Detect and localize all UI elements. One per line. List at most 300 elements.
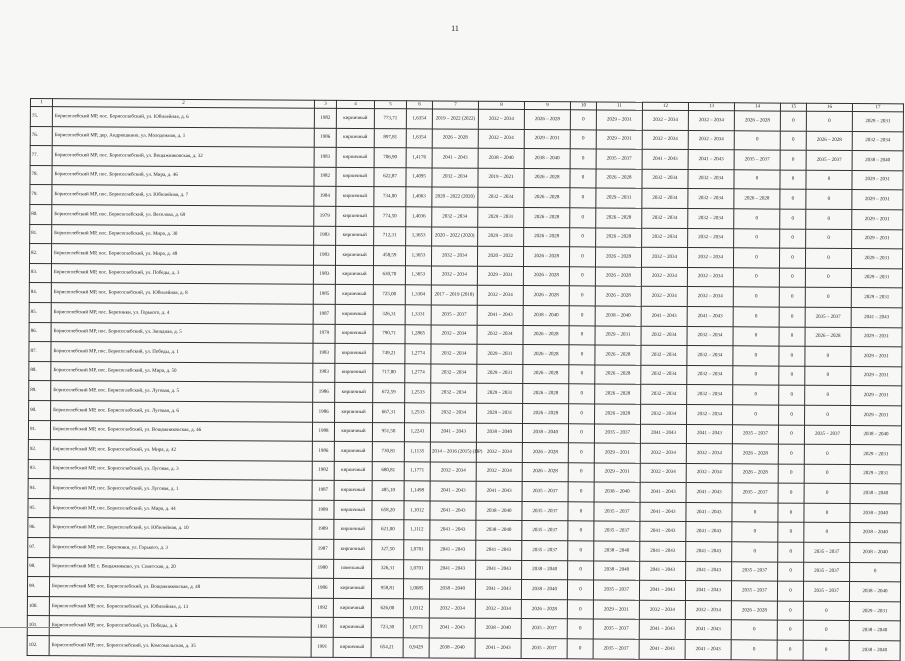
period-cell: 2041 – 2043 xyxy=(642,149,688,169)
year-cell: 1982 xyxy=(312,461,334,481)
value-cell: 0 xyxy=(570,129,596,149)
coefficient-cell: 1,1012 xyxy=(404,501,430,521)
year-cell: 1991 xyxy=(311,637,333,657)
value-cell: 0 xyxy=(779,268,805,288)
period-cell: 2026 – 2028 xyxy=(523,247,569,267)
column-header: 3 xyxy=(314,100,336,108)
row-number: 89. xyxy=(29,381,51,401)
address-cell: Борисоглебский МР, пос. Борисоглебский, ул. Комсомольская, д. 35 xyxy=(49,636,311,657)
period-cell: 0 xyxy=(731,640,777,660)
period-cell: 2035 – 2037 xyxy=(804,562,850,582)
period-cell: 2032 – 2034 xyxy=(642,130,688,150)
period-cell: 2029 – 2031 xyxy=(851,366,902,386)
value-cell: 0 xyxy=(569,384,595,404)
period-cell: 2032 – 2034 xyxy=(642,169,688,189)
value-cell: 0 xyxy=(779,405,805,425)
area-cell: 485,10 xyxy=(372,481,404,501)
period-cell: 0 xyxy=(805,288,851,308)
period-cell: 2041 – 2043 xyxy=(430,481,476,501)
area-cell: 630,70 xyxy=(373,265,405,285)
coefficient-cell: 1,3653 xyxy=(405,266,431,286)
column-header: 6 xyxy=(406,101,432,109)
address-cell: Борисоглебский МР, пос. Борисоглебский, ул. Луговая, д. 3 xyxy=(50,459,312,480)
coefficient-cell: 1,0701 xyxy=(404,559,430,579)
area-cell: 672,59 xyxy=(373,383,405,403)
period-cell: 0 xyxy=(806,190,852,210)
period-cell: 2032 – 2034 xyxy=(687,326,733,346)
value-cell: 0 xyxy=(780,209,806,229)
period-cell: 2032 – 2034 xyxy=(687,287,733,307)
area-cell: 725,00 xyxy=(373,285,405,305)
coefficient-cell: 1,1135 xyxy=(404,442,430,462)
period-cell: 2029 – 2031 xyxy=(850,445,901,465)
area-cell: 326,31 xyxy=(372,559,404,579)
row-number: 75. xyxy=(30,107,52,127)
column-header: 16 xyxy=(806,103,852,111)
coefficient-cell: 1,2533 xyxy=(405,403,431,423)
value-cell: 0 xyxy=(568,541,594,561)
row-number: 93. xyxy=(28,459,50,479)
period-cell: 2029 – 2031 xyxy=(596,130,642,150)
period-cell: 2035 – 2037 xyxy=(593,580,639,600)
period-cell: 2032 – 2034 xyxy=(431,364,477,384)
period-cell: 2026 – 2028 xyxy=(523,266,569,286)
coefficient-cell: 1,4095 xyxy=(406,168,432,188)
schedule-table-wrapper xyxy=(27,98,891,661)
period-cell: 2029 – 2031 xyxy=(524,129,570,149)
period-cell: 2029 – 2031 xyxy=(851,327,902,347)
address-cell: Борисоглебский МР, пос. Борисоглебский, ул. Мира, д. 44 xyxy=(50,499,312,520)
coefficient-cell: 1,1498 xyxy=(404,481,430,501)
period-cell: 2041 – 2043 xyxy=(640,424,686,444)
material-cell: кирпичный xyxy=(336,206,374,226)
material-cell: кирпичный xyxy=(334,520,372,540)
period-cell: 2041 – 2043 xyxy=(687,306,733,326)
year-cell: 1986 xyxy=(313,383,335,403)
period-cell: 2026 – 2028 xyxy=(596,169,642,189)
value-cell: 0 xyxy=(778,503,804,523)
period-cell: 2032 – 2034 xyxy=(641,287,687,307)
value-cell: 0 xyxy=(777,601,803,621)
column-header: 5 xyxy=(374,101,406,109)
year-cell: 1983 xyxy=(313,245,335,265)
area-cell: 654,21 xyxy=(371,638,403,658)
column-header: 15 xyxy=(780,103,806,111)
material-cell: кирпичный xyxy=(333,598,371,618)
area-cell: 774,50 xyxy=(374,207,406,227)
period-cell: 2041 – 2043 xyxy=(686,522,732,542)
period-cell: 0 xyxy=(733,385,779,405)
period-cell: 2035 – 2037 xyxy=(522,541,568,561)
period-cell: 2035 – 2037 xyxy=(803,581,849,601)
period-cell: 2029 – 2031 xyxy=(594,443,640,463)
period-cell: 2038 – 2040 xyxy=(476,521,522,541)
period-cell: 2026 – 2028 xyxy=(734,111,780,131)
period-cell: 0 xyxy=(733,326,779,346)
year-cell: 1992 xyxy=(311,598,333,618)
period-cell: 2035 – 2037 xyxy=(596,149,642,169)
material-cell: кирпичный xyxy=(334,500,372,520)
period-cell: 2020 – 2022 (2020) xyxy=(432,227,478,247)
period-cell: 2032 – 2034 xyxy=(687,248,733,268)
period-cell: 2032 – 2034 xyxy=(687,267,733,287)
period-cell: 2038 – 2040 xyxy=(521,580,567,600)
period-cell: 2032 – 2034 xyxy=(431,403,477,423)
period-cell: 2032 – 2034 xyxy=(640,463,686,483)
period-cell: 2029 – 2031 xyxy=(477,364,523,384)
address-cell: Борисоглебский МР, пос. Борисоглебский, ул. Луговая, д. 6 xyxy=(51,401,313,422)
period-cell: 2029 – 2031 xyxy=(851,249,902,269)
material-cell: кирпичный xyxy=(335,265,373,285)
material-cell: кирпичный xyxy=(334,461,372,481)
period-cell: 0 xyxy=(805,346,851,366)
value-cell: 0 xyxy=(780,111,806,131)
value-cell: 0 xyxy=(569,365,595,385)
value-cell: 0 xyxy=(777,640,803,660)
period-cell: 2032 – 2034 xyxy=(642,208,688,228)
row-number: 84. xyxy=(29,283,51,303)
value-cell: 0 xyxy=(568,502,594,522)
material-cell: кирпичный xyxy=(333,637,371,657)
address-cell: Борисоглебский МР, пос. Борисоглебский, ул. Луговая, д. 1 xyxy=(50,479,312,500)
column-header: 11 xyxy=(596,102,642,110)
period-cell: 2041 – 2043 xyxy=(686,542,732,562)
period-cell: 2038 – 2040 xyxy=(595,306,641,326)
value-cell: 0 xyxy=(777,581,803,601)
period-cell: 2041 – 2043 xyxy=(639,639,685,659)
value-cell: 0 xyxy=(569,325,595,345)
period-cell: 2041 – 2043 xyxy=(430,540,476,560)
material-cell: кирпичный xyxy=(335,383,373,403)
period-cell: 2026 – 2028 xyxy=(521,599,567,619)
period-cell: 2035 – 2037 xyxy=(522,521,568,541)
period-cell: 2038 – 2040 xyxy=(850,523,901,543)
coefficient-cell: 1,4176 xyxy=(406,148,432,168)
period-cell: 2035 – 2037 xyxy=(732,483,778,503)
period-cell: 2035 – 2037 xyxy=(732,424,778,444)
area-cell: 897,81 xyxy=(374,128,406,148)
period-cell: 2019 – 2021 xyxy=(478,168,524,188)
area-cell: 723,30 xyxy=(371,618,403,638)
period-cell: 2026 – 2028 xyxy=(595,267,641,287)
period-cell: 2032 – 2034 xyxy=(688,189,734,209)
coefficient-cell: 1,2865 xyxy=(405,324,431,344)
value-cell: 0 xyxy=(570,149,596,169)
period-cell: 0 xyxy=(732,542,778,562)
value-cell: 0 xyxy=(567,600,593,620)
period-cell: 2032 – 2034 xyxy=(430,462,476,482)
period-cell: 2041 – 2043 xyxy=(685,581,731,601)
column-header: 8 xyxy=(478,101,524,109)
year-cell: 1986 xyxy=(312,441,334,461)
period-cell: 2026 – 2028 xyxy=(734,189,780,209)
period-cell: 2026 – 2028 xyxy=(524,227,570,247)
row-number: 78. xyxy=(30,165,52,185)
period-cell: 0 xyxy=(733,307,779,327)
area-cell: 790,71 xyxy=(373,324,405,344)
row-number: 99. xyxy=(27,577,49,597)
row-number: 88. xyxy=(29,361,51,381)
period-cell: 0 xyxy=(732,522,778,542)
address-cell: Борисоглебский МР, пос. Борисоглебский, ул. Победы, д. 3 xyxy=(51,263,313,284)
row-number: 97. xyxy=(28,538,50,558)
period-cell: 2029 – 2031 xyxy=(477,384,523,404)
year-cell: 1986 xyxy=(313,402,335,422)
year-cell: 1989 xyxy=(312,520,334,540)
year-cell: 1986 xyxy=(314,128,336,148)
period-cell: 2035 – 2037 xyxy=(804,542,850,562)
period-cell: 0 xyxy=(805,366,851,386)
period-cell: 2041 – 2043 xyxy=(430,501,476,521)
address-cell: Борисоглебский МР, пос. Борисоглебский, ул. Юбилейная, д. 8 xyxy=(51,283,313,304)
period-cell: 0 xyxy=(805,268,851,288)
period-cell: 2026 – 2028 xyxy=(731,601,777,621)
period-cell: 2038 – 2040 xyxy=(849,641,900,661)
material-cell: кирпичный xyxy=(334,422,372,442)
year-cell: 1989 xyxy=(312,500,334,520)
year-cell: 1987 xyxy=(312,539,334,559)
period-cell: 0 xyxy=(804,444,850,464)
coefficient-cell: 1,2241 xyxy=(404,422,430,442)
period-cell: 2029 – 2031 xyxy=(595,325,641,345)
period-cell: 2038 – 2040 xyxy=(594,482,640,502)
period-cell: 2041 – 2043 xyxy=(686,483,732,503)
coefficient-cell: 1,6354 xyxy=(406,109,432,129)
column-header: 12 xyxy=(642,102,688,110)
period-cell: 2020 – 2022 xyxy=(477,246,523,266)
area-cell: 680,81 xyxy=(372,461,404,481)
period-cell: 2026 – 2028 xyxy=(595,404,641,424)
period-cell: 2026 – 2028 xyxy=(595,365,641,385)
column-header: 10 xyxy=(570,102,596,110)
period-cell: 0 xyxy=(734,170,780,190)
period-cell: 2035 – 2037 xyxy=(593,619,639,639)
period-cell: 2035 – 2037 xyxy=(594,502,640,522)
address-cell: Борисоглебский МР, пос. Березники, ул. Горького, д. 4 xyxy=(51,303,313,324)
period-cell: 2032 – 2034 xyxy=(687,346,733,366)
schedule-table xyxy=(27,98,904,661)
address-cell: Борисоглебский МР, с. Вощажниково, ул. Советская, д. 20 xyxy=(50,557,312,578)
row-number: 87. xyxy=(29,342,51,362)
material-cell: кирпичный xyxy=(335,304,373,324)
value-cell: 0 xyxy=(568,482,594,502)
address-cell: Борисоглебский МР, пос. Борисоглебский, ул. Победы, д. 1 xyxy=(51,342,313,363)
material-cell: кирпичный xyxy=(333,618,371,638)
period-cell: 2035 – 2037 xyxy=(431,305,477,325)
column-header: 7 xyxy=(432,101,478,109)
period-cell: 2026 – 2028 xyxy=(522,462,568,482)
period-cell: 2029 – 2031 xyxy=(852,170,903,190)
address-cell: Борисоглебский МР, пос. Борисоглебский, ул. Луговая, д. 5 xyxy=(51,381,313,402)
period-cell: 2017 – 2019 (2018) xyxy=(431,285,477,305)
period-cell: 2032 – 2034 xyxy=(477,325,523,345)
period-cell: 0 xyxy=(734,130,780,150)
value-cell: 0 xyxy=(780,170,806,190)
period-cell: 2041 – 2043 xyxy=(432,148,478,168)
period-cell: 2032 – 2034 xyxy=(688,208,734,228)
year-cell: 1987 xyxy=(313,304,335,324)
period-cell: 2029 – 2031 xyxy=(850,464,901,484)
period-cell: 0 xyxy=(733,248,779,268)
period-cell: 2032 – 2034 xyxy=(641,404,687,424)
material-cell: кирпичный xyxy=(334,481,372,501)
column-header: 1 xyxy=(30,99,52,107)
value-cell: 0 xyxy=(779,346,805,366)
period-cell: 2032 – 2034 xyxy=(478,188,524,208)
coefficient-cell: 1,3653 xyxy=(405,246,431,266)
value-cell: 0 xyxy=(778,542,804,562)
address-cell: Борисоглебский МР, пос. Борисоглебский, ул. Юбилейная, д. 7 xyxy=(52,185,314,206)
period-cell: 2038 – 2040 xyxy=(850,484,901,504)
column-header: 13 xyxy=(688,103,734,111)
table-row xyxy=(27,636,900,661)
period-cell: 2032 – 2034 xyxy=(641,267,687,287)
year-cell: 1980 xyxy=(312,559,334,579)
period-cell: 2032 – 2034 xyxy=(431,324,477,344)
period-cell: 2026 – 2028 xyxy=(524,188,570,208)
period-cell: 0 xyxy=(804,464,850,484)
value-cell: 0 xyxy=(779,307,805,327)
period-cell: 2032 – 2034 xyxy=(641,385,687,405)
area-cell: 622,87 xyxy=(374,167,406,187)
value-cell: 0 xyxy=(780,150,806,170)
period-cell: 2038 – 2040 xyxy=(429,638,475,658)
period-cell: 2041 – 2043 xyxy=(430,560,476,580)
period-cell: 2026 – 2028 xyxy=(805,327,851,347)
value-cell: 0 xyxy=(780,229,806,249)
period-cell: 2032 – 2034 xyxy=(432,168,478,188)
period-cell: 2032 – 2034 xyxy=(478,129,524,149)
period-cell: 2032 – 2034 xyxy=(688,130,734,150)
period-cell: 2029 – 2031 xyxy=(852,190,903,210)
period-cell: 2035 – 2037 xyxy=(731,581,777,601)
period-cell: 2032 – 2034 xyxy=(641,326,687,346)
period-cell: 2032 – 2034 xyxy=(686,444,732,464)
period-cell: 2041 – 2043 xyxy=(640,561,686,581)
area-cell: 706,90 xyxy=(374,148,406,168)
period-cell: 2032 – 2034 xyxy=(431,344,477,364)
period-cell: 2041 – 2043 xyxy=(430,422,476,442)
period-cell: 2026 – 2028 xyxy=(524,207,570,227)
area-cell: 458,59 xyxy=(373,246,405,266)
period-cell: 2029 – 2031 xyxy=(852,112,903,132)
period-cell: 2041 – 2043 xyxy=(641,306,687,326)
period-cell: 2026 – 2028 xyxy=(432,129,478,149)
period-cell: 2035 – 2037 xyxy=(734,150,780,170)
period-cell: 2032 – 2034 xyxy=(431,246,477,266)
period-cell: 2038 – 2040 xyxy=(476,423,522,443)
period-cell: 2032 – 2034 xyxy=(688,169,734,189)
period-cell: 2038 – 2040 xyxy=(850,503,901,523)
address-cell: Борисоглебский МР, пос. Борисоглебский, ул. Юбилейная, д. 6 xyxy=(52,107,314,128)
coefficient-cell: 1,0685 xyxy=(403,579,429,599)
value-cell: 0 xyxy=(780,189,806,209)
material-cell: кирпичный xyxy=(335,343,373,363)
year-cell: 1983 xyxy=(314,147,336,167)
year-cell: 1979 xyxy=(313,324,335,344)
value-cell: 0 xyxy=(570,169,596,189)
period-cell: 0 xyxy=(734,228,780,248)
value-cell: 0 xyxy=(569,267,595,287)
period-cell: 2041 – 2043 xyxy=(640,541,686,561)
period-cell: 2041 – 2043 xyxy=(685,640,731,660)
period-cell: 2029 – 2031 xyxy=(477,403,523,423)
period-cell: 0 xyxy=(805,386,851,406)
row-number: 101. xyxy=(27,616,49,636)
column-header: 2 xyxy=(52,99,314,109)
period-cell: 2038 – 2040 xyxy=(478,148,524,168)
period-cell: 2014 – 2016 (2015) (ПР) xyxy=(430,442,476,462)
address-cell: Борисоглебский МР, пос. Борисоглебский, ул. Веселова, д. 69 xyxy=(52,205,314,226)
period-cell: 2041 – 2043 xyxy=(475,579,521,599)
area-cell: 658,20 xyxy=(372,500,404,520)
value-cell: 0 xyxy=(569,306,595,326)
period-cell: 2029 – 2031 xyxy=(851,405,902,425)
period-cell: 2029 – 2031 xyxy=(478,227,524,247)
period-cell: 2041 – 2043 xyxy=(477,305,523,325)
period-cell: 2041 – 2043 xyxy=(688,150,734,170)
address-cell: Борисоглебский МР, пос. Борисоглебский, ул. Вощажниковская, д. 46 xyxy=(50,420,312,441)
period-cell: 2041 – 2043 xyxy=(640,502,686,522)
period-cell: 2038 – 2040 xyxy=(522,423,568,443)
coefficient-cell: 0,9429 xyxy=(403,638,429,658)
period-cell: 2026 – 2028 xyxy=(732,444,778,464)
period-cell: 0 xyxy=(804,523,850,543)
period-cell: 2038 – 2040 xyxy=(594,541,640,561)
period-cell: 2035 – 2037 xyxy=(593,639,639,659)
period-cell: 2038 – 2040 xyxy=(850,425,901,445)
value-cell: 0 xyxy=(779,366,805,386)
period-cell: 2038 – 2040 xyxy=(849,621,900,641)
material-cell: кирпичный xyxy=(335,285,373,305)
period-cell: 2020 – 2022 (2020) xyxy=(432,187,478,207)
row-number: 94. xyxy=(28,479,50,499)
area-cell: 717,80 xyxy=(373,363,405,383)
coefficient-cell: 1,1112 xyxy=(404,520,430,540)
value-cell: 0 xyxy=(568,560,594,580)
period-cell: 2029 – 2031 xyxy=(852,209,903,229)
period-cell: 2032 – 2034 xyxy=(641,247,687,267)
coefficient-cell: 1,3304 xyxy=(405,285,431,305)
period-cell: 2035 – 2037 xyxy=(806,150,852,170)
material-cell: кирпичный xyxy=(336,187,374,207)
period-cell: 2032 – 2034 xyxy=(641,365,687,385)
period-cell: 0 xyxy=(850,562,901,582)
period-cell: 2029 – 2031 xyxy=(851,347,902,367)
value-cell: 0 xyxy=(777,621,803,641)
value-cell: 0 xyxy=(570,188,596,208)
period-cell: 2038 – 2040 xyxy=(594,561,640,581)
period-cell: 0 xyxy=(804,484,850,504)
area-cell: 667,31 xyxy=(373,403,405,423)
period-cell: 2032 – 2034 xyxy=(432,207,478,227)
period-cell: 2032 – 2034 xyxy=(688,228,734,248)
area-cell: 734,00 xyxy=(374,187,406,207)
table-body xyxy=(27,107,903,661)
period-cell: 2026 – 2028 xyxy=(732,463,778,483)
period-cell: 2038 – 2040 xyxy=(476,501,522,521)
area-cell: 958,81 xyxy=(371,579,403,599)
area-cell: 749,21 xyxy=(373,344,405,364)
period-cell: 0 xyxy=(806,229,852,249)
material-cell: кирпичный xyxy=(335,363,373,383)
period-cell: 2035 – 2037 xyxy=(804,425,850,445)
row-number: 102. xyxy=(27,636,49,656)
address-cell: Борисоглебский МР, пос. Борисоглебский, ул. Мира, д. 48 xyxy=(51,244,313,265)
period-cell: 0 xyxy=(806,170,852,190)
value-cell: 0 xyxy=(778,464,804,484)
row-number: 90. xyxy=(29,400,51,420)
